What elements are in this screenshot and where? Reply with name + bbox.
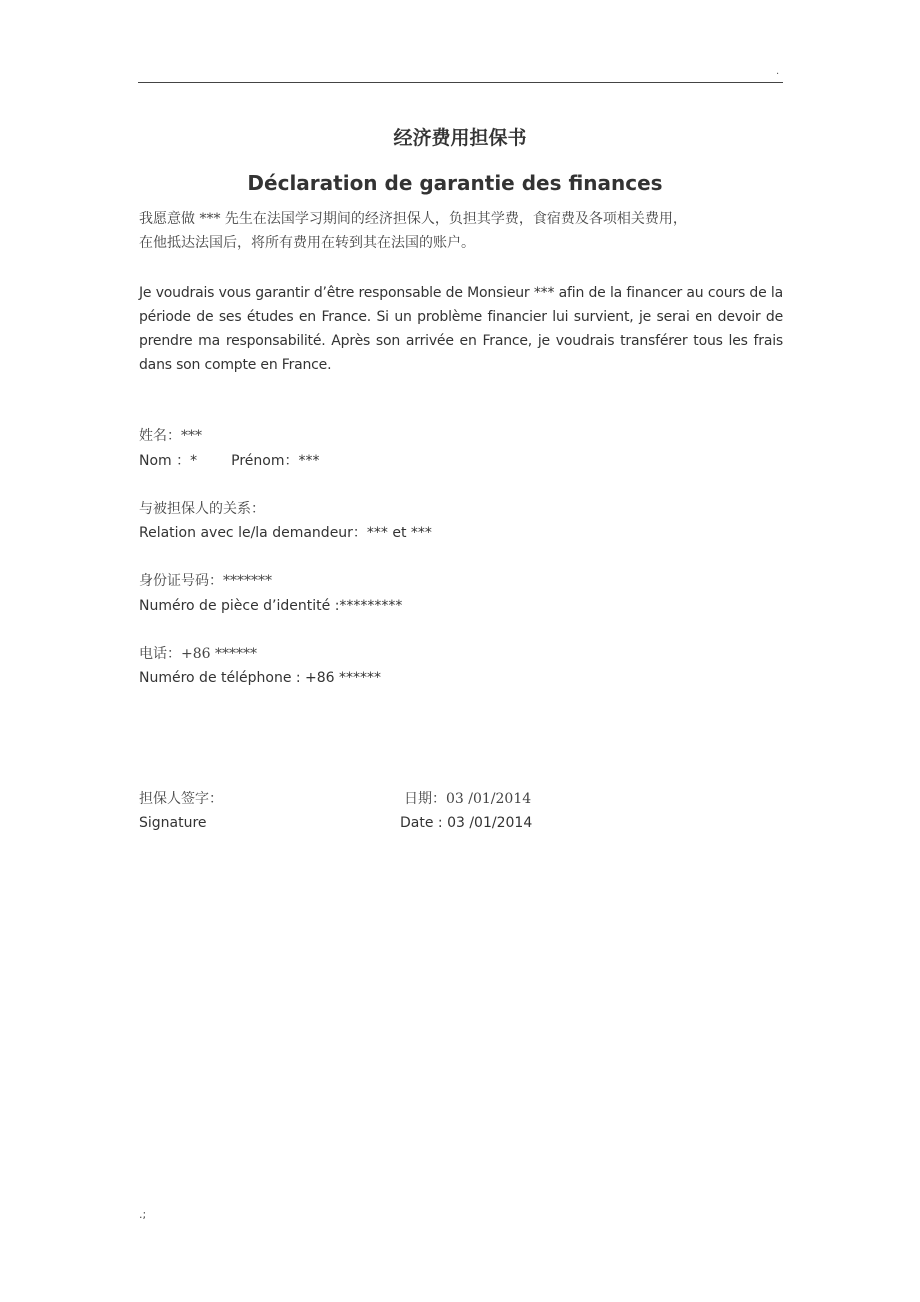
footer-mark: .; [139,1208,147,1221]
intro-chinese-line-1: 我愿意做 *** 先生在法国学习期间的经济担保人，负担其学费，食宿费及各项相关费用， [139,211,687,227]
prenom-field: Prénom：*** [231,453,320,469]
date-label-chinese: 日期：03 /01/2014 [404,791,532,807]
header-rule [138,82,783,83]
relation-label-chinese: 与被担保人的关系： [139,501,265,517]
intro-chinese-line-2: 在他抵达法国后，将所有费用在转到其在法国的账户。 [139,235,475,251]
name-line-french [139,449,783,473]
name-label-chinese: 姓名：*** [139,428,202,444]
signature-row-chinese [139,787,783,811]
phone-field-french: Numéro de téléphone : +86 ****** [139,670,382,686]
id-field-french: Numéro de pièce d’identité :********* [139,598,403,614]
signature-label-french: Signature [139,815,207,831]
date-label-french: Date : 03 /01/2014 [400,815,533,831]
title-french: Déclaration de garantie des finances [247,171,663,195]
intro-french: Je voudrais vous garantir d’être responsable de Monsieur *** afin de la financer au cours de la période de ses études en France. Si un problème financier lui survient, je serai en devoir de prendre ma responsabilité. Après son arrivée en France, je voudrais transférer tous les frais dans son compte en France. [139,285,783,373]
title-chinese: 经济费用担保书 [393,127,527,149]
phone-label-chinese: 电话：+86 ****** [139,646,257,662]
nom-field: Nom ：* [139,453,198,469]
signature-row-french [139,811,783,835]
id-label-chinese: 身份证号码：******* [139,573,272,589]
signature-label-chinese: 担保人签字： [139,791,223,807]
relation-field-french: Relation avec le/la demandeur：*** et *** [139,525,432,541]
header-mark: . [776,66,780,77]
intro-chinese [139,207,783,255]
